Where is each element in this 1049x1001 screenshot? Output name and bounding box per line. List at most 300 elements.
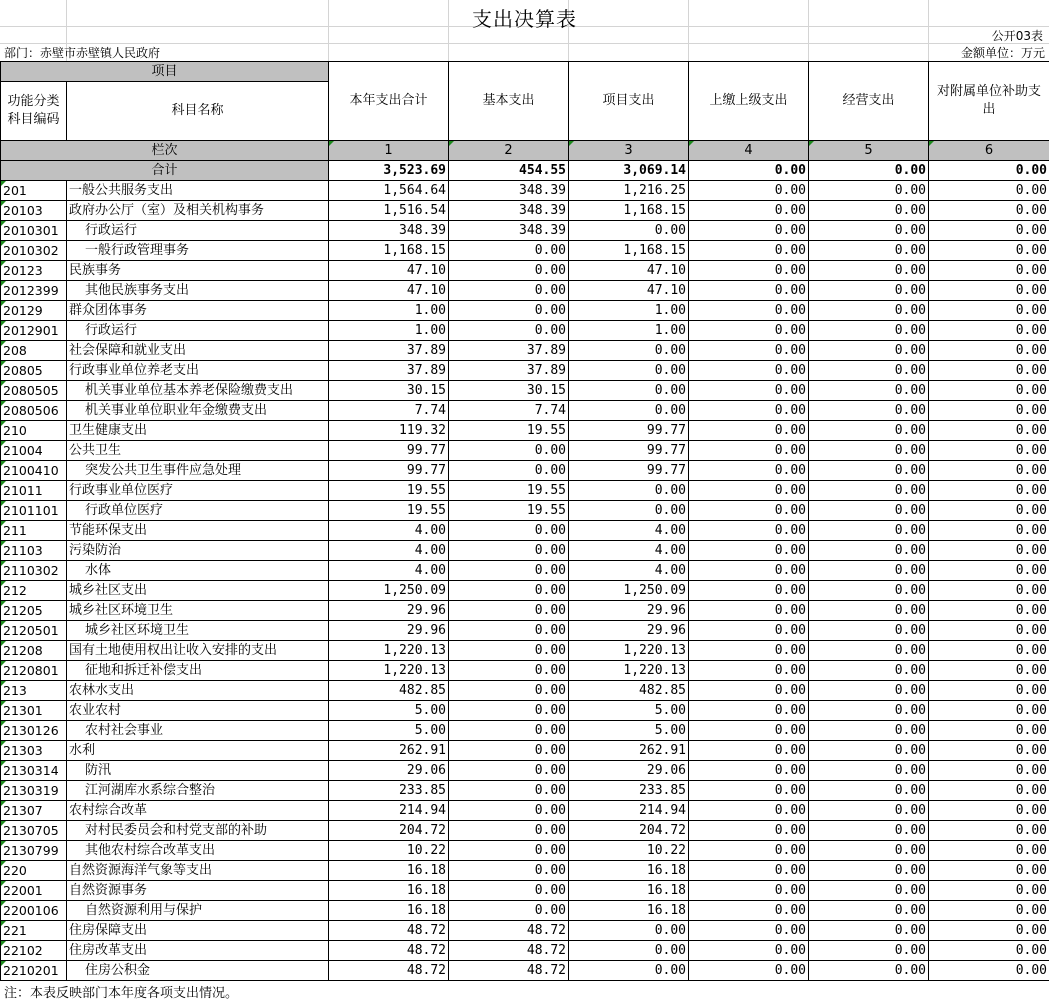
row-value-cell-2[interactable]: 348.39 [449, 201, 569, 221]
total-value-6[interactable]: 0.00 [929, 161, 1049, 181]
row-value-cell-6[interactable]: 0.00 [929, 901, 1049, 921]
row-value-cell-5[interactable]: 0.00 [809, 541, 929, 561]
row-value-cell-1[interactable]: 1,168.15 [329, 241, 449, 261]
row-value-cell-5[interactable]: 0.00 [809, 781, 929, 801]
row-value-cell-5[interactable]: 0.00 [809, 721, 929, 741]
row-value-cell-3[interactable]: 29.96 [569, 601, 689, 621]
row-value-cell-3[interactable]: 1,168.15 [569, 201, 689, 221]
row-value-cell-5[interactable]: 0.00 [809, 641, 929, 661]
row-value-cell-3[interactable]: 4.00 [569, 521, 689, 541]
row-value-cell-5[interactable]: 0.00 [809, 881, 929, 901]
row-value-cell-6[interactable]: 0.00 [929, 341, 1049, 361]
row-value-cell-1[interactable]: 37.89 [329, 361, 449, 381]
row-value-cell-1[interactable]: 29.06 [329, 761, 449, 781]
row-value-cell-5[interactable]: 0.00 [809, 281, 929, 301]
row-code-cell[interactable]: 2200106 [1, 901, 67, 921]
row-value-cell-2[interactable]: 0.00 [449, 621, 569, 641]
row-value-cell-2[interactable]: 0.00 [449, 581, 569, 601]
row-value-cell-5[interactable]: 0.00 [809, 361, 929, 381]
row-name-cell[interactable]: 行政事业单位养老支出 [67, 361, 329, 381]
row-value-cell-5[interactable]: 0.00 [809, 221, 929, 241]
row-code-cell[interactable]: 21205 [1, 601, 67, 621]
row-name-cell[interactable]: 污染防治 [67, 541, 329, 561]
row-value-cell-2[interactable]: 7.74 [449, 401, 569, 421]
row-name-cell[interactable]: 行政事业单位医疗 [67, 481, 329, 501]
row-value-cell-4[interactable]: 0.00 [689, 681, 809, 701]
row-value-cell-3[interactable]: 0.00 [569, 921, 689, 941]
row-value-cell-1[interactable]: 1,220.13 [329, 641, 449, 661]
row-value-cell-3[interactable]: 16.18 [569, 881, 689, 901]
row-value-cell-1[interactable]: 10.22 [329, 841, 449, 861]
row-name-cell[interactable]: 农业农村 [67, 701, 329, 721]
row-value-cell-6[interactable]: 0.00 [929, 481, 1049, 501]
row-value-cell-2[interactable]: 0.00 [449, 541, 569, 561]
row-value-cell-2[interactable]: 0.00 [449, 721, 569, 741]
row-value-cell-1[interactable]: 47.10 [329, 281, 449, 301]
row-value-cell-2[interactable]: 0.00 [449, 781, 569, 801]
row-name-cell[interactable]: 其他民族事务支出 [67, 281, 329, 301]
row-value-cell-2[interactable]: 0.00 [449, 861, 569, 881]
row-value-cell-2[interactable]: 0.00 [449, 301, 569, 321]
total-value-4[interactable]: 0.00 [689, 161, 809, 181]
row-value-cell-2[interactable]: 0.00 [449, 241, 569, 261]
row-value-cell-2[interactable]: 48.72 [449, 921, 569, 941]
row-value-cell-1[interactable]: 48.72 [329, 921, 449, 941]
row-value-cell-4[interactable]: 0.00 [689, 521, 809, 541]
column-index-1[interactable]: 1 [329, 141, 449, 161]
column-index-5[interactable]: 5 [809, 141, 929, 161]
row-name-cell[interactable]: 城乡社区支出 [67, 581, 329, 601]
row-code-cell[interactable]: 211 [1, 521, 67, 541]
row-name-cell[interactable]: 住房改革支出 [67, 941, 329, 961]
row-code-cell[interactable]: 220 [1, 861, 67, 881]
row-value-cell-5[interactable]: 0.00 [809, 761, 929, 781]
row-value-cell-3[interactable]: 482.85 [569, 681, 689, 701]
row-value-cell-4[interactable]: 0.00 [689, 701, 809, 721]
row-value-cell-1[interactable]: 5.00 [329, 721, 449, 741]
row-value-cell-2[interactable]: 37.89 [449, 361, 569, 381]
row-value-cell-4[interactable]: 0.00 [689, 321, 809, 341]
row-code-cell[interactable]: 210 [1, 421, 67, 441]
row-code-cell[interactable]: 21011 [1, 481, 67, 501]
row-value-cell-3[interactable]: 1,250.09 [569, 581, 689, 601]
row-value-cell-2[interactable]: 0.00 [449, 701, 569, 721]
row-name-cell[interactable]: 群众团体事务 [67, 301, 329, 321]
row-code-cell[interactable]: 20805 [1, 361, 67, 381]
row-value-cell-5[interactable]: 0.00 [809, 861, 929, 881]
row-code-cell[interactable]: 2080506 [1, 401, 67, 421]
row-value-cell-1[interactable]: 482.85 [329, 681, 449, 701]
row-value-cell-2[interactable]: 0.00 [449, 261, 569, 281]
row-value-cell-5[interactable]: 0.00 [809, 241, 929, 261]
row-value-cell-4[interactable]: 0.00 [689, 281, 809, 301]
row-value-cell-1[interactable]: 5.00 [329, 701, 449, 721]
row-value-cell-3[interactable]: 1,220.13 [569, 661, 689, 681]
row-code-cell[interactable]: 2110302 [1, 561, 67, 581]
row-value-cell-4[interactable]: 0.00 [689, 581, 809, 601]
row-code-cell[interactable]: 2130126 [1, 721, 67, 741]
row-name-cell[interactable]: 城乡社区环境卫生 [67, 621, 329, 641]
row-value-cell-5[interactable]: 0.00 [809, 821, 929, 841]
row-value-cell-6[interactable]: 0.00 [929, 381, 1049, 401]
row-value-cell-2[interactable]: 0.00 [449, 601, 569, 621]
row-code-cell[interactable]: 201 [1, 181, 67, 201]
row-value-cell-6[interactable]: 0.00 [929, 881, 1049, 901]
header-col-remit[interactable]: 上缴上级支出 [689, 62, 809, 141]
row-value-cell-6[interactable]: 0.00 [929, 281, 1049, 301]
row-value-cell-1[interactable]: 1,516.54 [329, 201, 449, 221]
header-col-operating[interactable]: 经营支出 [809, 62, 929, 141]
row-value-cell-4[interactable]: 0.00 [689, 841, 809, 861]
column-index-2[interactable]: 2 [449, 141, 569, 161]
column-index-3[interactable]: 3 [569, 141, 689, 161]
row-value-cell-6[interactable]: 0.00 [929, 821, 1049, 841]
row-value-cell-5[interactable]: 0.00 [809, 741, 929, 761]
row-value-cell-1[interactable]: 233.85 [329, 781, 449, 801]
row-name-cell[interactable]: 防汛 [67, 761, 329, 781]
row-value-cell-6[interactable]: 0.00 [929, 921, 1049, 941]
row-value-cell-5[interactable]: 0.00 [809, 561, 929, 581]
row-value-cell-4[interactable]: 0.00 [689, 861, 809, 881]
row-name-cell[interactable]: 机关事业单位基本养老保险缴费支出 [67, 381, 329, 401]
row-value-cell-3[interactable]: 99.77 [569, 441, 689, 461]
row-value-cell-1[interactable]: 204.72 [329, 821, 449, 841]
total-value-3[interactable]: 3,069.14 [569, 161, 689, 181]
row-name-cell[interactable]: 卫生健康支出 [67, 421, 329, 441]
row-value-cell-1[interactable]: 7.74 [329, 401, 449, 421]
row-value-cell-6[interactable]: 0.00 [929, 401, 1049, 421]
row-value-cell-3[interactable]: 29.96 [569, 621, 689, 641]
row-value-cell-6[interactable]: 0.00 [929, 321, 1049, 341]
row-value-cell-2[interactable]: 0.00 [449, 661, 569, 681]
row-value-cell-5[interactable]: 0.00 [809, 301, 929, 321]
row-value-cell-6[interactable]: 0.00 [929, 201, 1049, 221]
row-value-cell-4[interactable]: 0.00 [689, 221, 809, 241]
row-value-cell-1[interactable]: 4.00 [329, 541, 449, 561]
row-value-cell-3[interactable]: 0.00 [569, 501, 689, 521]
column-index-4[interactable]: 4 [689, 141, 809, 161]
row-value-cell-1[interactable]: 1,250.09 [329, 581, 449, 601]
row-code-cell[interactable]: 20123 [1, 261, 67, 281]
row-value-cell-2[interactable]: 0.00 [449, 821, 569, 841]
row-value-cell-3[interactable]: 29.06 [569, 761, 689, 781]
row-name-cell[interactable]: 行政运行 [67, 221, 329, 241]
total-value-1[interactable]: 3,523.69 [329, 161, 449, 181]
row-value-cell-5[interactable]: 0.00 [809, 381, 929, 401]
row-value-cell-1[interactable]: 119.32 [329, 421, 449, 441]
header-item[interactable]: 项目 [1, 62, 329, 82]
row-value-cell-4[interactable]: 0.00 [689, 661, 809, 681]
row-value-cell-4[interactable]: 0.00 [689, 441, 809, 461]
row-value-cell-2[interactable]: 0.00 [449, 641, 569, 661]
row-value-cell-5[interactable]: 0.00 [809, 521, 929, 541]
row-value-cell-6[interactable]: 0.00 [929, 181, 1049, 201]
row-value-cell-5[interactable]: 0.00 [809, 841, 929, 861]
header-code[interactable]: 功能分类科目编码 [1, 82, 67, 141]
row-value-cell-5[interactable]: 0.00 [809, 201, 929, 221]
row-value-cell-6[interactable]: 0.00 [929, 421, 1049, 441]
row-code-cell[interactable]: 2101101 [1, 501, 67, 521]
row-code-cell[interactable]: 20129 [1, 301, 67, 321]
row-value-cell-3[interactable]: 99.77 [569, 421, 689, 441]
row-value-cell-1[interactable]: 30.15 [329, 381, 449, 401]
row-value-cell-6[interactable]: 0.00 [929, 721, 1049, 741]
row-value-cell-4[interactable]: 0.00 [689, 301, 809, 321]
row-value-cell-2[interactable]: 0.00 [449, 761, 569, 781]
row-code-cell[interactable]: 21004 [1, 441, 67, 461]
row-value-cell-6[interactable]: 0.00 [929, 781, 1049, 801]
row-name-cell[interactable]: 农村社会事业 [67, 721, 329, 741]
row-value-cell-4[interactable]: 0.00 [689, 821, 809, 841]
row-value-cell-4[interactable]: 0.00 [689, 501, 809, 521]
row-name-cell[interactable]: 城乡社区环境卫生 [67, 601, 329, 621]
row-value-cell-4[interactable]: 0.00 [689, 761, 809, 781]
row-value-cell-1[interactable]: 99.77 [329, 441, 449, 461]
row-value-cell-6[interactable]: 0.00 [929, 361, 1049, 381]
row-value-cell-1[interactable]: 47.10 [329, 261, 449, 281]
row-code-cell[interactable]: 22102 [1, 941, 67, 961]
row-value-cell-2[interactable]: 19.55 [449, 421, 569, 441]
row-value-cell-3[interactable]: 0.00 [569, 961, 689, 981]
row-name-cell[interactable]: 节能环保支出 [67, 521, 329, 541]
row-code-cell[interactable]: 2130314 [1, 761, 67, 781]
row-value-cell-5[interactable]: 0.00 [809, 181, 929, 201]
row-value-cell-6[interactable]: 0.00 [929, 761, 1049, 781]
row-value-cell-2[interactable]: 48.72 [449, 941, 569, 961]
row-value-cell-6[interactable]: 0.00 [929, 801, 1049, 821]
row-value-cell-4[interactable]: 0.00 [689, 721, 809, 741]
row-value-cell-1[interactable]: 262.91 [329, 741, 449, 761]
row-value-cell-6[interactable]: 0.00 [929, 521, 1049, 541]
row-value-cell-3[interactable]: 0.00 [569, 341, 689, 361]
row-value-cell-1[interactable]: 1.00 [329, 301, 449, 321]
row-value-cell-2[interactable]: 0.00 [449, 881, 569, 901]
row-value-cell-4[interactable]: 0.00 [689, 461, 809, 481]
row-value-cell-6[interactable]: 0.00 [929, 501, 1049, 521]
row-value-cell-3[interactable]: 1,216.25 [569, 181, 689, 201]
row-value-cell-1[interactable]: 16.18 [329, 901, 449, 921]
row-value-cell-3[interactable]: 214.94 [569, 801, 689, 821]
row-value-cell-5[interactable]: 0.00 [809, 901, 929, 921]
row-name-cell[interactable]: 社会保障和就业支出 [67, 341, 329, 361]
header-col-total[interactable]: 本年支出合计 [329, 62, 449, 141]
row-name-cell[interactable]: 农林水支出 [67, 681, 329, 701]
row-value-cell-4[interactable]: 0.00 [689, 421, 809, 441]
row-value-cell-5[interactable]: 0.00 [809, 701, 929, 721]
row-value-cell-3[interactable]: 16.18 [569, 861, 689, 881]
total-label[interactable]: 合计 [1, 161, 329, 181]
row-code-cell[interactable]: 2080505 [1, 381, 67, 401]
row-value-cell-4[interactable]: 0.00 [689, 881, 809, 901]
row-value-cell-4[interactable]: 0.00 [689, 621, 809, 641]
row-value-cell-6[interactable]: 0.00 [929, 541, 1049, 561]
row-name-cell[interactable]: 水体 [67, 561, 329, 581]
row-value-cell-6[interactable]: 0.00 [929, 661, 1049, 681]
row-name-cell[interactable]: 征地和拆迁补偿支出 [67, 661, 329, 681]
row-code-cell[interactable]: 2010301 [1, 221, 67, 241]
row-code-cell[interactable]: 2010302 [1, 241, 67, 261]
row-value-cell-3[interactable]: 0.00 [569, 481, 689, 501]
row-value-cell-1[interactable]: 1,220.13 [329, 661, 449, 681]
row-code-cell[interactable]: 2210201 [1, 961, 67, 981]
row-value-cell-4[interactable]: 0.00 [689, 241, 809, 261]
column-index-label[interactable]: 栏次 [1, 141, 329, 161]
row-value-cell-3[interactable]: 0.00 [569, 401, 689, 421]
row-value-cell-2[interactable]: 0.00 [449, 801, 569, 821]
row-value-cell-2[interactable]: 0.00 [449, 681, 569, 701]
row-value-cell-3[interactable]: 1.00 [569, 321, 689, 341]
row-value-cell-5[interactable]: 0.00 [809, 481, 929, 501]
row-name-cell[interactable]: 行政运行 [67, 321, 329, 341]
header-col-subsidy[interactable]: 对附属单位补助支出 [929, 62, 1049, 141]
row-value-cell-5[interactable]: 0.00 [809, 501, 929, 521]
row-name-cell[interactable]: 机关事业单位职业年金缴费支出 [67, 401, 329, 421]
row-value-cell-5[interactable]: 0.00 [809, 461, 929, 481]
row-value-cell-2[interactable]: 19.55 [449, 481, 569, 501]
row-value-cell-2[interactable]: 48.72 [449, 961, 569, 981]
row-value-cell-5[interactable]: 0.00 [809, 681, 929, 701]
row-value-cell-4[interactable]: 0.00 [689, 601, 809, 621]
row-code-cell[interactable]: 21208 [1, 641, 67, 661]
row-value-cell-4[interactable]: 0.00 [689, 341, 809, 361]
row-value-cell-6[interactable]: 0.00 [929, 581, 1049, 601]
row-name-cell[interactable]: 国有土地使用权出让收入安排的支出 [67, 641, 329, 661]
row-value-cell-3[interactable]: 5.00 [569, 701, 689, 721]
row-value-cell-3[interactable]: 99.77 [569, 461, 689, 481]
row-value-cell-2[interactable]: 0.00 [449, 741, 569, 761]
row-value-cell-5[interactable]: 0.00 [809, 941, 929, 961]
header-col-basic[interactable]: 基本支出 [449, 62, 569, 141]
row-value-cell-1[interactable]: 48.72 [329, 961, 449, 981]
row-value-cell-2[interactable]: 0.00 [449, 901, 569, 921]
row-value-cell-1[interactable]: 348.39 [329, 221, 449, 241]
row-name-cell[interactable]: 江河湖库水系综合整治 [67, 781, 329, 801]
row-value-cell-6[interactable]: 0.00 [929, 941, 1049, 961]
row-value-cell-4[interactable]: 0.00 [689, 481, 809, 501]
row-name-cell[interactable]: 农村综合改革 [67, 801, 329, 821]
row-value-cell-1[interactable]: 48.72 [329, 941, 449, 961]
row-value-cell-4[interactable]: 0.00 [689, 941, 809, 961]
row-value-cell-4[interactable]: 0.00 [689, 541, 809, 561]
row-code-cell[interactable]: 21103 [1, 541, 67, 561]
row-code-cell[interactable]: 212 [1, 581, 67, 601]
row-value-cell-2[interactable]: 0.00 [449, 441, 569, 461]
row-value-cell-6[interactable]: 0.00 [929, 241, 1049, 261]
row-code-cell[interactable]: 2120501 [1, 621, 67, 641]
row-name-cell[interactable]: 住房保障支出 [67, 921, 329, 941]
row-code-cell[interactable]: 2130705 [1, 821, 67, 841]
total-value-5[interactable]: 0.00 [809, 161, 929, 181]
row-value-cell-3[interactable]: 4.00 [569, 541, 689, 561]
row-value-cell-3[interactable]: 1,220.13 [569, 641, 689, 661]
row-code-cell[interactable]: 2012901 [1, 321, 67, 341]
total-value-2[interactable]: 454.55 [449, 161, 569, 181]
row-value-cell-3[interactable]: 1,168.15 [569, 241, 689, 261]
row-value-cell-1[interactable]: 19.55 [329, 501, 449, 521]
row-value-cell-3[interactable]: 0.00 [569, 941, 689, 961]
row-value-cell-1[interactable]: 1.00 [329, 321, 449, 341]
row-value-cell-6[interactable]: 0.00 [929, 601, 1049, 621]
row-code-cell[interactable]: 2120801 [1, 661, 67, 681]
row-code-cell[interactable]: 2130799 [1, 841, 67, 861]
row-value-cell-2[interactable]: 0.00 [449, 321, 569, 341]
row-value-cell-1[interactable]: 37.89 [329, 341, 449, 361]
row-value-cell-5[interactable]: 0.00 [809, 421, 929, 441]
row-name-cell[interactable]: 其他农村综合改革支出 [67, 841, 329, 861]
row-value-cell-1[interactable]: 4.00 [329, 561, 449, 581]
row-code-cell[interactable]: 21307 [1, 801, 67, 821]
row-value-cell-3[interactable]: 47.10 [569, 281, 689, 301]
row-value-cell-6[interactable]: 0.00 [929, 261, 1049, 281]
row-value-cell-3[interactable]: 262.91 [569, 741, 689, 761]
row-name-cell[interactable]: 对村民委员会和村党支部的补助 [67, 821, 329, 841]
row-value-cell-6[interactable]: 0.00 [929, 861, 1049, 881]
row-value-cell-1[interactable]: 16.18 [329, 861, 449, 881]
row-code-cell[interactable]: 21301 [1, 701, 67, 721]
row-code-cell[interactable]: 221 [1, 921, 67, 941]
row-value-cell-3[interactable]: 0.00 [569, 381, 689, 401]
row-value-cell-2[interactable]: 0.00 [449, 841, 569, 861]
row-name-cell[interactable]: 一般公共服务支出 [67, 181, 329, 201]
row-value-cell-1[interactable]: 16.18 [329, 881, 449, 901]
row-code-cell[interactable]: 208 [1, 341, 67, 361]
row-code-cell[interactable]: 20103 [1, 201, 67, 221]
row-value-cell-5[interactable]: 0.00 [809, 341, 929, 361]
row-value-cell-2[interactable]: 0.00 [449, 521, 569, 541]
row-code-cell[interactable]: 22001 [1, 881, 67, 901]
row-name-cell[interactable]: 水利 [67, 741, 329, 761]
row-value-cell-6[interactable]: 0.00 [929, 621, 1049, 641]
row-value-cell-3[interactable]: 204.72 [569, 821, 689, 841]
row-value-cell-5[interactable]: 0.00 [809, 801, 929, 821]
row-value-cell-2[interactable]: 0.00 [449, 461, 569, 481]
row-name-cell[interactable]: 突发公共卫生事件应急处理 [67, 461, 329, 481]
row-value-cell-3[interactable]: 5.00 [569, 721, 689, 741]
row-value-cell-4[interactable]: 0.00 [689, 641, 809, 661]
row-value-cell-5[interactable]: 0.00 [809, 921, 929, 941]
row-value-cell-6[interactable]: 0.00 [929, 441, 1049, 461]
row-value-cell-2[interactable]: 348.39 [449, 221, 569, 241]
row-value-cell-3[interactable]: 47.10 [569, 261, 689, 281]
column-index-6[interactable]: 6 [929, 141, 1049, 161]
row-value-cell-6[interactable]: 0.00 [929, 301, 1049, 321]
row-value-cell-3[interactable]: 16.18 [569, 901, 689, 921]
row-value-cell-1[interactable]: 19.55 [329, 481, 449, 501]
row-value-cell-1[interactable]: 214.94 [329, 801, 449, 821]
row-value-cell-4[interactable]: 0.00 [689, 361, 809, 381]
row-value-cell-4[interactable]: 0.00 [689, 921, 809, 941]
row-value-cell-6[interactable]: 0.00 [929, 841, 1049, 861]
row-value-cell-1[interactable]: 29.96 [329, 621, 449, 641]
row-code-cell[interactable]: 21303 [1, 741, 67, 761]
row-value-cell-4[interactable]: 0.00 [689, 961, 809, 981]
row-value-cell-3[interactable]: 0.00 [569, 361, 689, 381]
row-code-cell[interactable]: 2012399 [1, 281, 67, 301]
row-value-cell-4[interactable]: 0.00 [689, 181, 809, 201]
row-code-cell[interactable]: 213 [1, 681, 67, 701]
row-name-cell[interactable]: 行政单位医疗 [67, 501, 329, 521]
row-value-cell-5[interactable]: 0.00 [809, 321, 929, 341]
row-value-cell-1[interactable]: 99.77 [329, 461, 449, 481]
row-value-cell-4[interactable]: 0.00 [689, 901, 809, 921]
row-name-cell[interactable]: 自然资源事务 [67, 881, 329, 901]
row-value-cell-4[interactable]: 0.00 [689, 261, 809, 281]
header-col-project[interactable]: 项目支出 [569, 62, 689, 141]
row-name-cell[interactable]: 一般行政管理事务 [67, 241, 329, 261]
row-name-cell[interactable]: 自然资源海洋气象等支出 [67, 861, 329, 881]
row-value-cell-3[interactable]: 1.00 [569, 301, 689, 321]
row-value-cell-4[interactable]: 0.00 [689, 201, 809, 221]
